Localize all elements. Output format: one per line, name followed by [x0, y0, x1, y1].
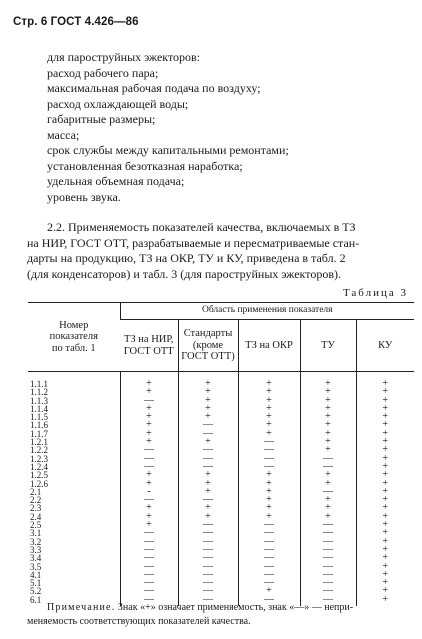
- applicability-mark: +: [300, 496, 356, 504]
- column-header-ku: [356, 320, 414, 372]
- table-row: [28, 521, 414, 529]
- applicability-mark: +: [238, 587, 300, 595]
- table-row: [28, 579, 414, 587]
- applicability-mark: —: [300, 463, 356, 471]
- applicability-mark: +: [356, 430, 414, 438]
- applicability-mark: —: [120, 587, 178, 595]
- note-title: Примечание.: [47, 602, 116, 613]
- table-row: [28, 438, 414, 446]
- list-item: удельная объемная подача;: [47, 174, 185, 188]
- applicability-mark: —: [120, 397, 178, 405]
- applicability-mark: +: [120, 521, 178, 529]
- applicability-mark: +: [300, 388, 356, 396]
- applicability-mark: —: [238, 463, 300, 471]
- applicability-mark: +: [238, 471, 300, 479]
- applicability-mark: +: [356, 529, 414, 537]
- applicability-mark: +: [356, 587, 414, 595]
- applicability-mark: —: [120, 554, 178, 562]
- applicability-mark: +: [120, 504, 178, 512]
- applicability-mark: —: [120, 529, 178, 537]
- header-line: Номер: [59, 319, 89, 331]
- table-row: [28, 446, 414, 454]
- header-line: КУ: [378, 339, 393, 351]
- table-row: [28, 504, 414, 512]
- applicability-mark: —: [178, 554, 238, 562]
- table-row: [28, 455, 414, 463]
- applicability-mark: —: [238, 579, 300, 587]
- applicability-mark: +: [238, 388, 300, 396]
- applicability-mark: +: [120, 388, 178, 396]
- applicability-mark: —: [120, 446, 178, 454]
- table-row: [28, 571, 414, 579]
- applicability-mark: +: [356, 571, 414, 579]
- header-line: показателя: [49, 331, 98, 343]
- applicability-mark: +: [120, 430, 178, 438]
- applicability-mark: —: [238, 521, 300, 529]
- applicability-mark: —: [120, 563, 178, 571]
- header-line: по табл. 1: [51, 342, 96, 354]
- indicator-number: 1.2.4: [30, 462, 48, 472]
- applicability-mark: +: [178, 388, 238, 396]
- applicability-mark: —: [300, 579, 356, 587]
- indicator-number: 2.4: [30, 512, 42, 522]
- list-item: расход рабочего пара;: [47, 65, 159, 80]
- applicability-mark: —: [238, 571, 300, 579]
- applicability-mark: +: [238, 372, 300, 389]
- applicability-mark: +: [356, 446, 414, 454]
- applicability-mark: +: [356, 488, 414, 496]
- applicability-mark: —: [178, 538, 238, 546]
- header-line: ГОСТ ОТТ: [123, 345, 174, 357]
- applicability-mark: —: [300, 587, 356, 595]
- applicability-mark: —: [178, 579, 238, 587]
- indicator-number: 3.1: [30, 529, 42, 538]
- applicability-mark: +: [300, 421, 356, 429]
- indicator-number: 3.5: [30, 562, 42, 571]
- table-row: [28, 413, 414, 421]
- applicability-mark: —: [178, 430, 238, 438]
- applicability-mark: +: [120, 438, 178, 446]
- applicability-mark: +: [356, 480, 414, 488]
- applicability-mark: +: [120, 480, 178, 488]
- column-header-tz-okr: [238, 320, 300, 372]
- applicability-mark: +: [300, 513, 356, 521]
- applicability-mark: +: [356, 596, 414, 606]
- applicability-mark: —: [300, 596, 356, 606]
- indicator-number: 1.2.6: [30, 479, 48, 488]
- indicator-number: 1.1.5: [30, 413, 48, 422]
- indicator-number: 1.1.6: [30, 421, 48, 430]
- applicability-mark: —: [300, 488, 356, 496]
- indicator-number: 2.1: [30, 487, 42, 497]
- applicability-mark: —: [120, 596, 178, 606]
- indicator-number: 3.3: [30, 545, 42, 555]
- applicability-mark: +: [356, 546, 414, 554]
- applicability-mark: +: [238, 480, 300, 488]
- applicability-mark: —: [238, 538, 300, 546]
- applicability-mark: —: [120, 571, 178, 579]
- applicability-mark: +: [300, 372, 356, 389]
- indicator-number: 4.1: [30, 570, 42, 580]
- applicability-mark: +: [238, 413, 300, 421]
- table-row: [28, 421, 414, 429]
- list-item: срок службы между капитальными ремонтами;: [47, 143, 289, 157]
- applicability-mark: —: [178, 463, 238, 471]
- applicability-mark: —: [178, 521, 238, 529]
- note-text-2: меняемость соответствующих показателей качества.: [27, 616, 251, 627]
- list-items: [47, 50, 417, 205]
- applicability-mark: +: [178, 513, 238, 521]
- indicator-number: 1.2.5: [30, 471, 48, 480]
- applicability-mark: —: [120, 496, 178, 504]
- applicability-mark: +: [120, 372, 178, 389]
- applicability-mark: +: [356, 496, 414, 504]
- applicability-mark: —: [178, 455, 238, 463]
- indicator-number: 2.2: [30, 496, 42, 505]
- applicability-mark: —: [238, 546, 300, 554]
- applicability-mark: +: [356, 372, 414, 389]
- applicability-mark: +: [300, 471, 356, 479]
- indicator-number: 1.1.2: [30, 388, 48, 397]
- header-line: ГОСТ ОТТ): [181, 351, 235, 363]
- header-line: ТУ: [321, 339, 335, 351]
- applicability-mark: —: [120, 579, 178, 587]
- paragraph-line: 2.2. Применяемость показателей качества, включаемых в ТЗ: [47, 220, 356, 234]
- applicability-mark: +: [356, 397, 414, 405]
- applicability-mark: +: [356, 504, 414, 512]
- applicability-mark: +: [300, 446, 356, 454]
- applicability-mark: +: [356, 438, 414, 446]
- table-row: [28, 496, 414, 504]
- applicability-mark: —: [300, 546, 356, 554]
- applicability-mark: +: [356, 413, 414, 421]
- applicability-mark: —: [178, 421, 238, 429]
- column-header-tu: [300, 320, 356, 372]
- applicability-mark: +: [300, 405, 356, 413]
- applicability-mark: +: [238, 430, 300, 438]
- applicability-mark: —: [120, 538, 178, 546]
- header-line: ТЗ на НИР,: [123, 334, 174, 345]
- indicator-number: 1.2.1: [30, 438, 48, 447]
- paragraph-2-2: [27, 220, 417, 282]
- applicability-mark: +: [356, 538, 414, 546]
- applicability-mark: +: [238, 504, 300, 512]
- table-caption: Таблица 3: [342, 287, 408, 299]
- column-header-indicator-number: [28, 303, 120, 372]
- applicability-mark: —: [178, 546, 238, 554]
- indicator-number: 5.2: [30, 587, 42, 596]
- table-row: [28, 480, 414, 488]
- table-row: [28, 538, 414, 546]
- applicability-mark: +: [120, 471, 178, 479]
- applicability-mark: +: [238, 488, 300, 496]
- applicability-table: [28, 302, 414, 606]
- applicability-mark: —: [178, 587, 238, 595]
- indicator-number: 1.2.3: [30, 454, 48, 463]
- applicability-mark: +: [356, 579, 414, 587]
- paragraph-line: дарты на продукцию, ТЗ на ОКР, ТУ и КУ, приведена в табл. 2: [27, 251, 346, 265]
- table-row: [28, 513, 414, 521]
- table-row: [28, 430, 414, 438]
- applicability-mark: +: [300, 438, 356, 446]
- applicability-mark: +: [356, 513, 414, 521]
- header-line: Стандарты: [183, 328, 233, 340]
- applicability-mark: +: [356, 521, 414, 529]
- applicability-mark: —: [300, 563, 356, 571]
- applicability-mark: —: [178, 496, 238, 504]
- applicability-mark: +: [238, 397, 300, 405]
- indicator-number: 5.1: [30, 579, 42, 588]
- applicability-mark: +: [356, 421, 414, 429]
- applicability-mark: +: [300, 504, 356, 512]
- applicability-mark: —: [178, 563, 238, 571]
- applicability-mark: —: [120, 463, 178, 471]
- applicability-mark: +: [300, 430, 356, 438]
- list-item: максимальная рабочая подача по воздуху;: [47, 81, 261, 95]
- applicability-mark: +: [238, 421, 300, 429]
- applicability-mark: +: [300, 413, 356, 421]
- page-header: Стр. 6 ГОСТ 4.426—86: [13, 16, 139, 28]
- header-line: ТЗ на ОКР: [245, 339, 293, 351]
- applicability-mark: +: [356, 388, 414, 396]
- indicator-number: 6.1: [30, 595, 42, 605]
- table-row: [28, 587, 414, 595]
- table-row: [28, 563, 414, 571]
- applicability-mark: —: [120, 546, 178, 554]
- applicability-mark: +: [178, 471, 238, 479]
- applicability-mark: +: [178, 372, 238, 389]
- applicability-mark: +: [300, 480, 356, 488]
- table-row: [28, 529, 414, 537]
- applicability-mark: +: [120, 421, 178, 429]
- list-item: уровень звука.: [47, 189, 121, 204]
- table-row: [28, 397, 414, 405]
- applicability-mark: —: [300, 529, 356, 537]
- table-row: [28, 388, 414, 396]
- applicability-mark: +: [356, 455, 414, 463]
- applicability-mark: +: [178, 488, 238, 496]
- applicability-mark: —: [300, 538, 356, 546]
- applicability-mark: +: [120, 513, 178, 521]
- applicability-mark: —: [238, 455, 300, 463]
- applicability-mark: —: [238, 438, 300, 446]
- applicability-mark: —: [178, 446, 238, 454]
- applicability-mark: +: [178, 504, 238, 512]
- applicability-mark: —: [238, 554, 300, 562]
- indicator-number: 2.3: [30, 504, 42, 513]
- applicability-mark: —: [178, 571, 238, 579]
- header-line: (кроме: [192, 339, 224, 351]
- list-item: установленная безотказная наработка;: [47, 158, 243, 173]
- column-header-standards: [178, 320, 238, 372]
- indicator-number: 2.5: [30, 521, 42, 530]
- table-row: [28, 488, 414, 496]
- applicability-mark: +: [178, 480, 238, 488]
- table-row: [28, 554, 414, 562]
- indicator-number: 1.1.1: [30, 379, 48, 389]
- applicability-mark: —: [238, 596, 300, 606]
- table-row: [28, 546, 414, 554]
- applicability-mark: +: [178, 413, 238, 421]
- applicability-mark: —: [178, 529, 238, 537]
- applicability-mark: +: [178, 438, 238, 446]
- table-row: [28, 471, 414, 479]
- applicability-mark: —: [300, 571, 356, 579]
- applicability-mark: +: [356, 471, 414, 479]
- applicability-mark: —: [300, 554, 356, 562]
- table-note: [27, 601, 415, 629]
- applicability-mark: +: [120, 405, 178, 413]
- applicability-mark: —: [238, 529, 300, 537]
- indicator-number: 3.4: [30, 554, 42, 563]
- applicability-mark: —: [238, 446, 300, 454]
- indicator-number: 1.1.7: [30, 429, 48, 439]
- paragraph-line: (для конденсаторов) и табл. 3 (для пароструйных эжекторов).: [27, 266, 341, 281]
- applicability-mark: +: [120, 413, 178, 421]
- applicability-mark: —: [120, 455, 178, 463]
- applicability-mark: —: [300, 455, 356, 463]
- applicability-mark: +: [178, 397, 238, 405]
- table-row: [28, 405, 414, 413]
- indicator-number: 1.1.3: [30, 396, 48, 405]
- note-text-1: Знак «+» означает применяемость, знак «—» — непри-: [117, 602, 354, 613]
- column-header-tz-nir-gost-ott: [120, 320, 178, 372]
- applicability-mark: —: [238, 563, 300, 571]
- applicability-mark: —: [178, 596, 238, 606]
- applicability-mark: +: [356, 463, 414, 471]
- list-item: расход охлаждающей воды;: [47, 96, 189, 111]
- indicator-number: 3.2: [30, 537, 42, 546]
- applicability-mark: +: [300, 397, 356, 405]
- list-item: габаритные размеры;: [47, 112, 156, 126]
- applicability-mark: +: [356, 554, 414, 562]
- applicability-mark: +: [356, 405, 414, 413]
- applicability-mark: +: [238, 405, 300, 413]
- applicability-mark: +: [178, 405, 238, 413]
- applicability-mark: +: [238, 513, 300, 521]
- list-item: масса;: [47, 127, 80, 142]
- column-group-header: Область применения показателя: [120, 303, 414, 320]
- table-row: [28, 372, 414, 389]
- table-row: [28, 463, 414, 471]
- indicator-number: 1.2.2: [30, 446, 48, 455]
- applicability-mark: —: [300, 521, 356, 529]
- paragraph-line: на НИР, ГОСТ ОТТ, разрабатываемые и пересматриваемые стан-: [27, 235, 360, 250]
- applicability-mark: +: [356, 563, 414, 571]
- list-item: для пароструйных эжекторов:: [47, 50, 201, 64]
- applicability-mark: -: [120, 488, 178, 496]
- indicator-number: 1.1.4: [30, 404, 48, 414]
- applicability-mark: +: [238, 496, 300, 504]
